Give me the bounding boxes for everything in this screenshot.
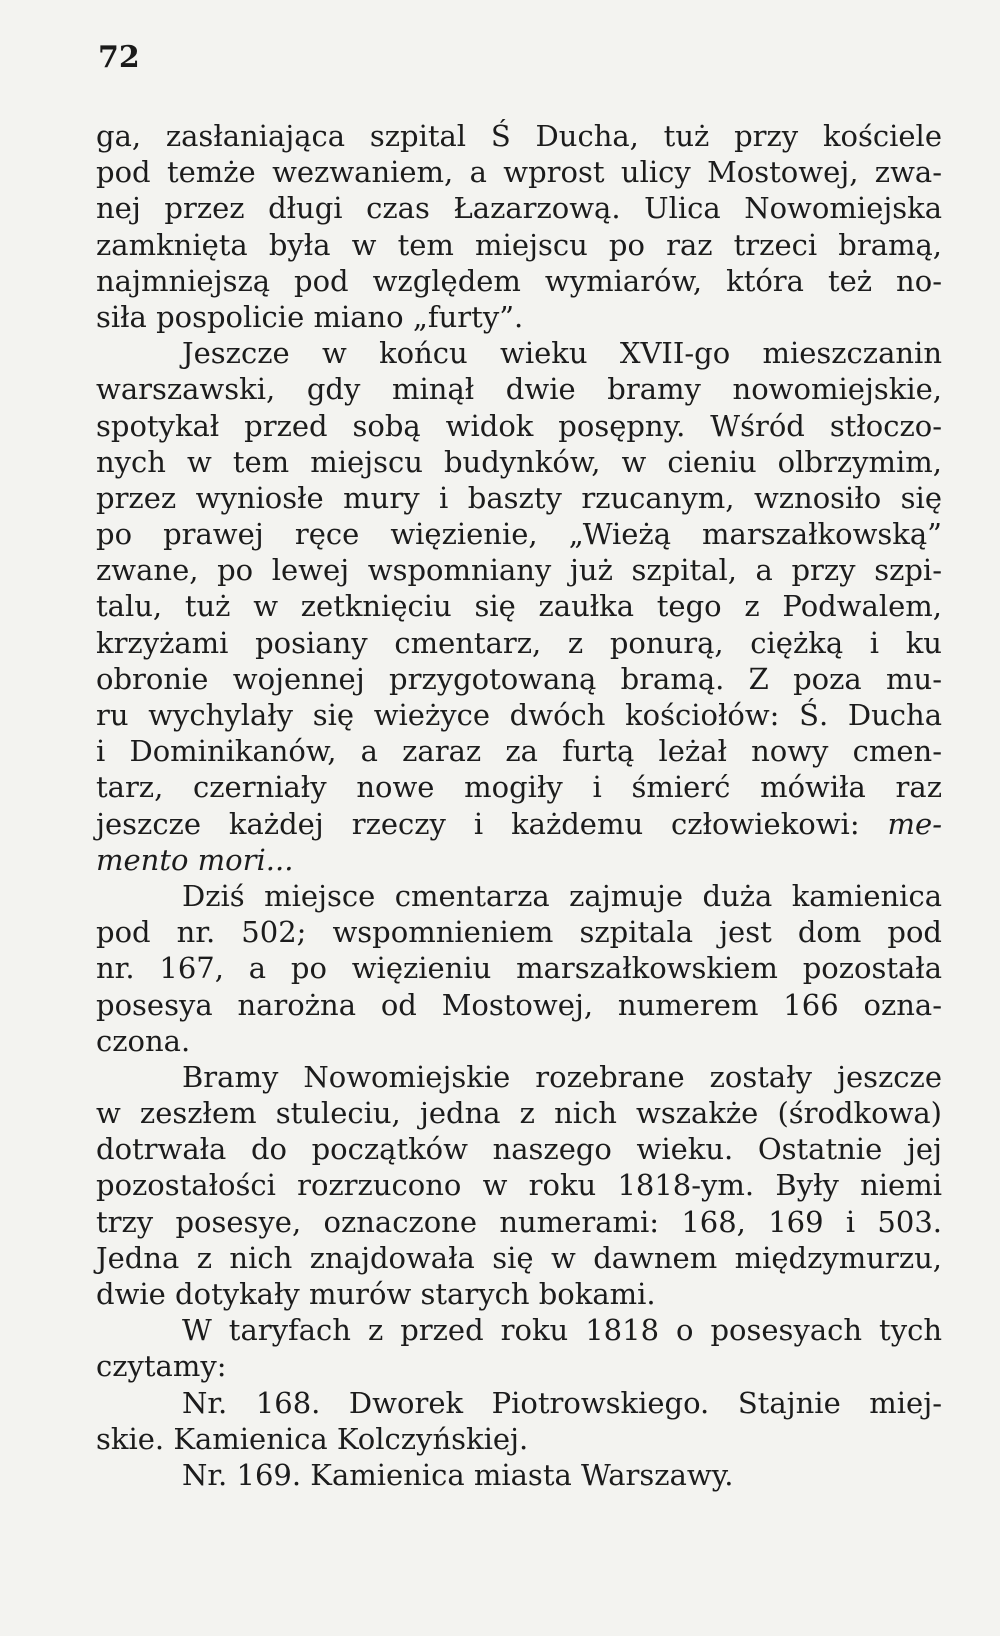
text-line: talu, tuż w zetknięciu się zaułka tego z Podwalem, [96,589,942,624]
text-line: Jeszcze w końcu wieku XVII-go mieszczanin [182,336,942,371]
text-line: skie. Kamienica Kolczyńskiej. [96,1421,529,1456]
text-line: krzyżami posiany cmentarz, z ponurą, ciężką i ku [96,625,942,660]
text-line: ga, zasłaniająca szpital Ś Ducha, tuż przy kościele [96,119,942,153]
text-line: Bramy Nowomiejskie rozebrane zostały jeszcze [182,1059,942,1094]
text-line: W taryfach z przed roku 1818 o posesyach tych [182,1313,942,1348]
text-line: ru wychylały się wieżyce dwóch kościołów: Ś. Ducha [96,698,942,732]
text-line: tarz, czerniały nowe mogiły i śmierć mówiła raz [96,770,942,805]
text-line: warszawski, gdy minął dwie bramy nowomiejskie, [96,372,942,407]
text-line: zamknięta była w tem miejscu po raz trzeci bramą, [96,227,942,262]
text-line: w zeszłem stuleciu, jedna z nich wszakże (środkowa) [96,1096,942,1131]
text-line: trzy posesye, oznaczone numerami: 168, 169 i 503. [96,1204,942,1239]
text-line: Nr. 169. Kamienica miasta Warszawy. [182,1457,734,1492]
page-number: 72 [98,40,140,75]
text-line: pozostałości rozrzucono w roku 1818-ym. Były niemi [96,1168,942,1203]
text-line: spotykał przed sobą widok posępny. Wśród stłoczo- [96,408,942,443]
text-line: jeszcze każdej rzeczy i każdemu człowiekowi: me- [96,806,942,841]
text-line: obronie wojennej przygotowaną bramą. Z poza mu- [96,661,942,696]
text-line: Jedna z nich znajdowała się w dawnem międzymurzu, [96,1240,942,1275]
text-line: przez wyniosłe mury i baszty rzucanym, wznosiło się [96,480,942,515]
text-line: pod nr. 502; wspomnieniem szpitala jest dom pod [96,915,942,950]
text-line: Nr. 168. Dworek Piotrowskiego. Stajnie miej- [182,1385,942,1420]
text-line: najmniejszą pod względem wymiarów, która też no- [96,263,942,298]
text-line: czona. [96,1023,191,1058]
text-line: mento mori... [96,842,294,877]
body-text [96,118,942,1493]
text-line: zwane, po lewej wspomniany już szpital, a przy szpi- [96,553,942,588]
text-line: nych w tem miejscu budynków, w cieniu olbrzymim, [96,444,942,479]
text-line: po prawej ręce więzienie, „Wieżą marszałkowską” [96,517,942,552]
text-line: dotrwała do początków naszego wieku. Ostatnie jej [96,1132,942,1167]
text-line: czytamy: [96,1349,227,1384]
text-line: nej przez długi czas Łazarzową. Ulica Nowomiejska [96,191,942,226]
text-line: dwie dotykały murów starych bokami. [96,1277,656,1311]
text-line: pod temże wezwaniem, a wprost ulicy Mostowej, zwa- [96,155,942,190]
text-line: i Dominikanów, a zaraz za furtą leżał nowy cmen- [96,734,942,769]
text-line: posesya narożna od Mostowej, numerem 166 ozna- [96,987,942,1022]
text-line: nr. 167, a po więzieniu marszałkowskiem pozostała [96,951,942,986]
text-line: Dziś miejsce cmentarza zajmuje duża kamienica [182,878,942,913]
text-line: siła pospolicie miano „furty”. [96,299,524,334]
